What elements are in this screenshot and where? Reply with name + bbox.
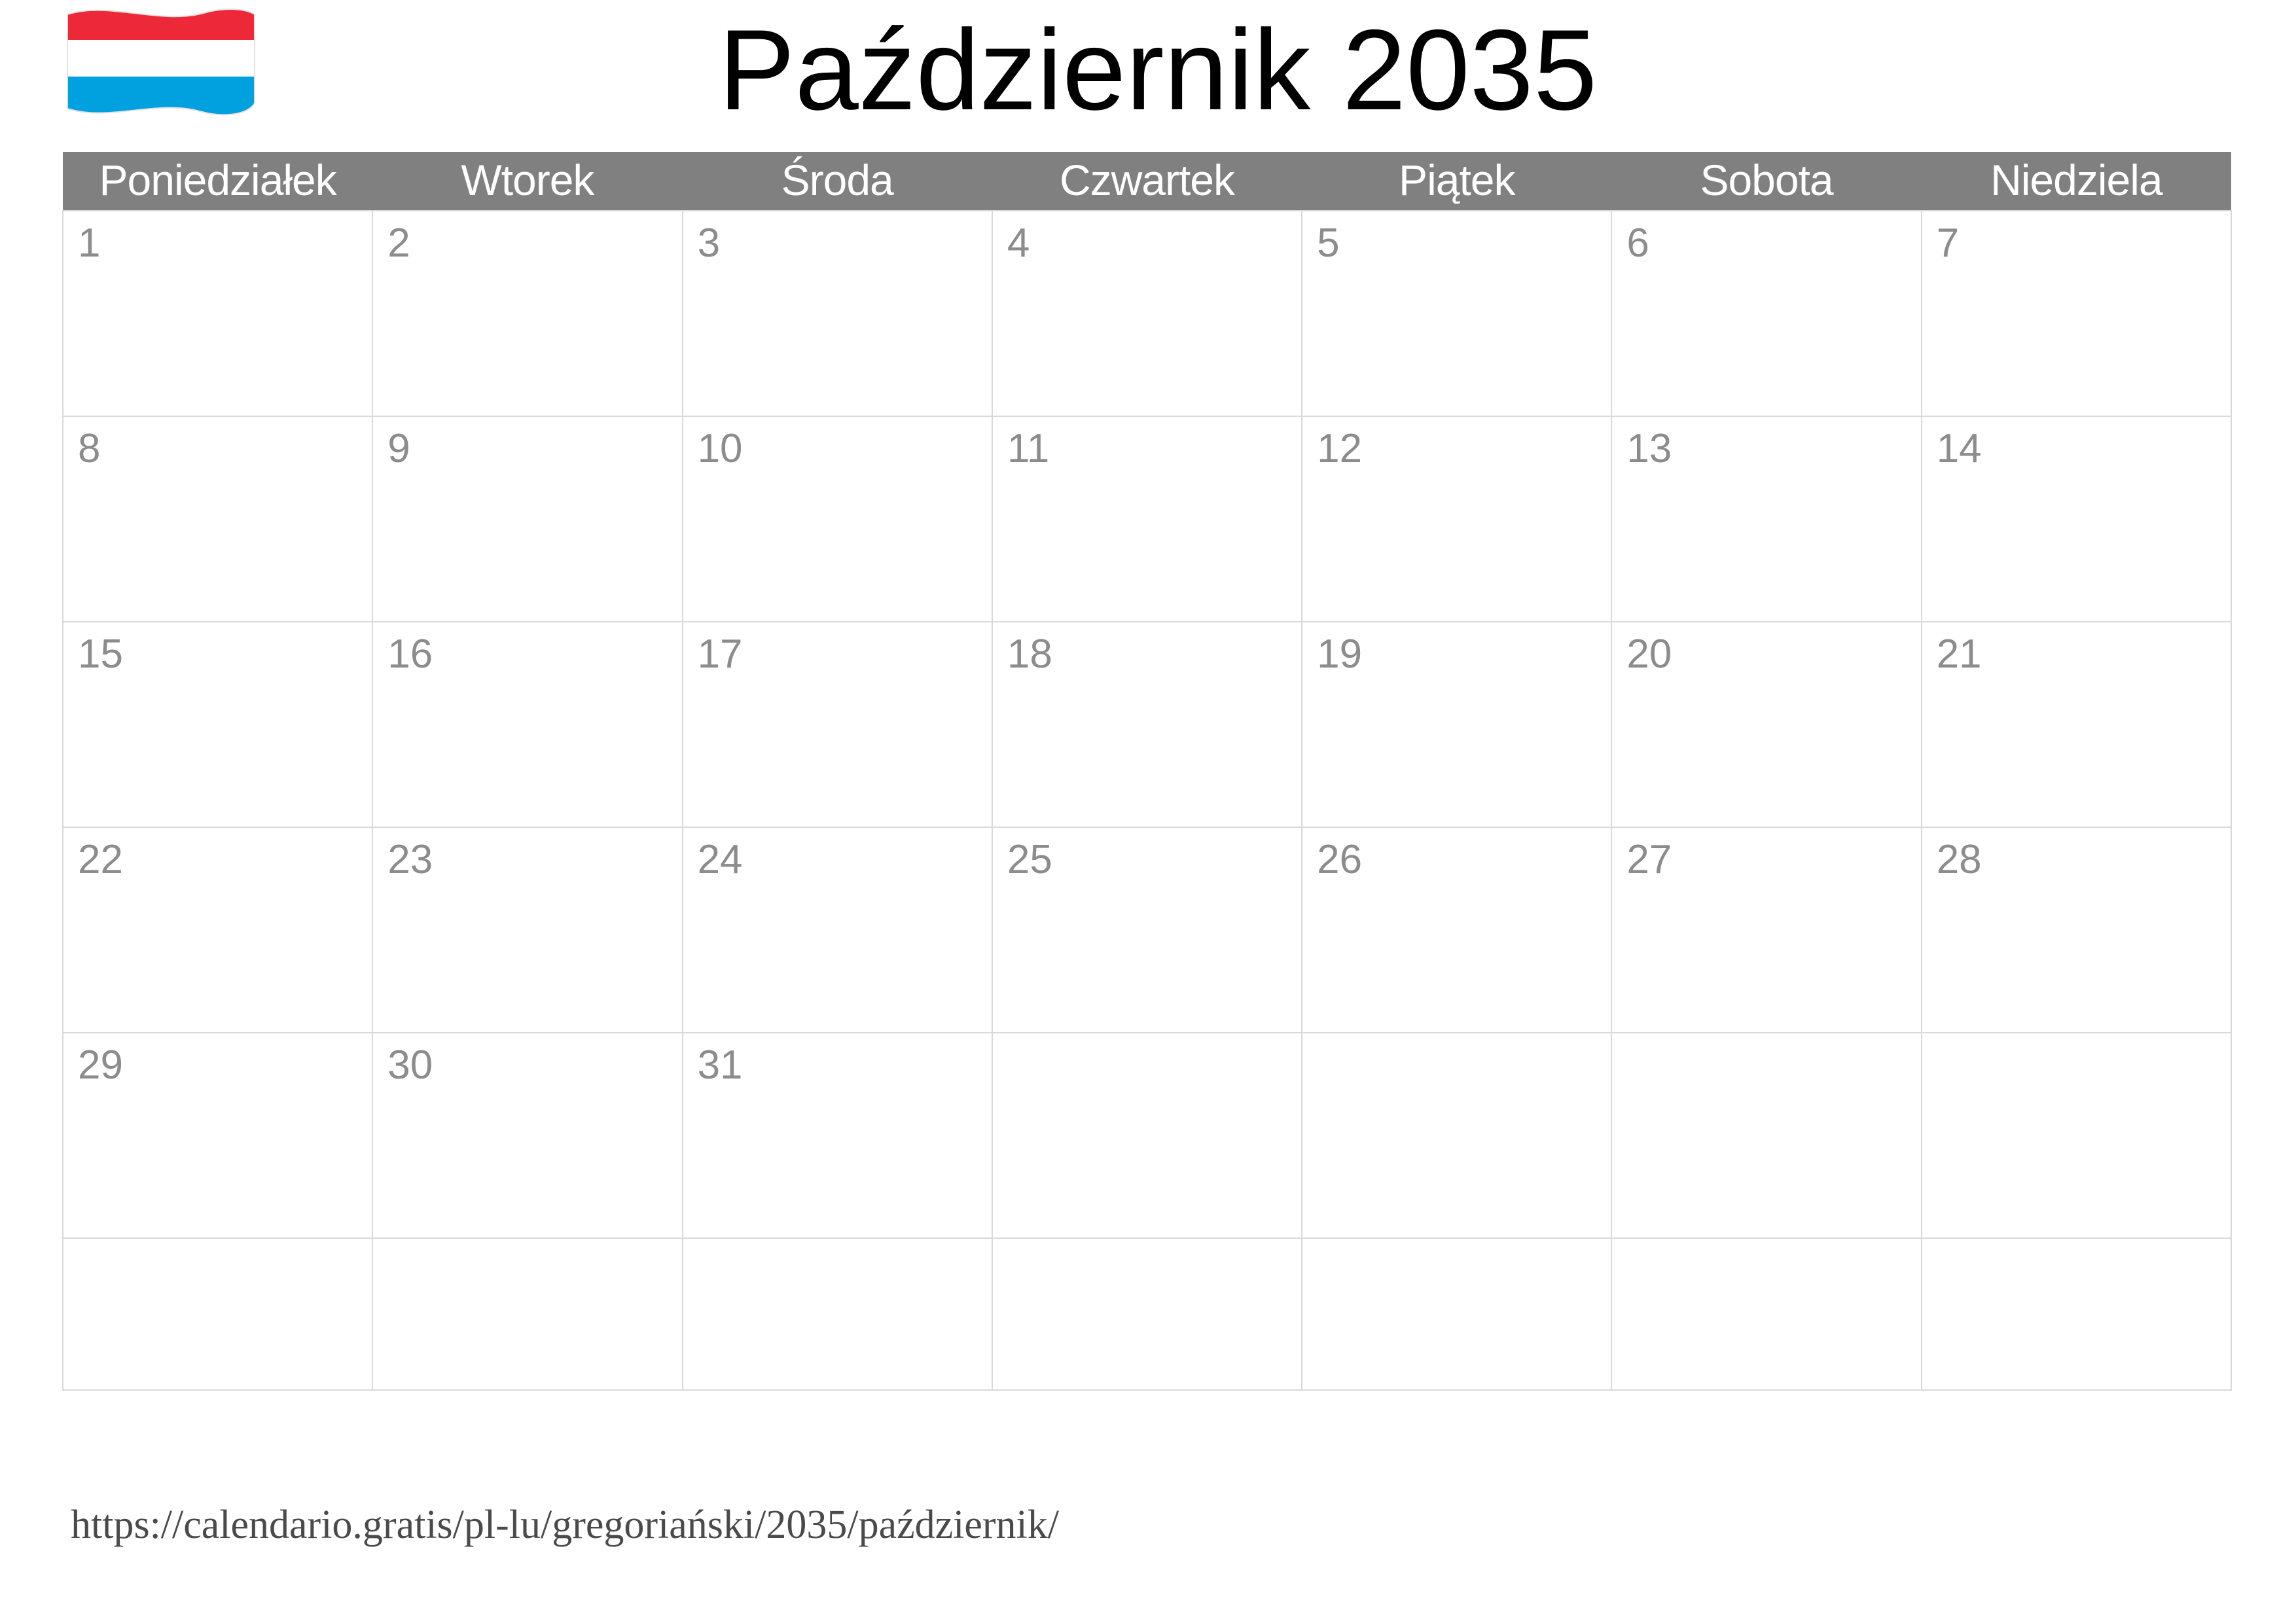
- day-number: 4: [1007, 221, 1030, 266]
- day-cell[interactable]: [372, 416, 682, 622]
- weekday-header-row: [63, 152, 2231, 211]
- day-cell[interactable]: [683, 827, 992, 1033]
- day-cell[interactable]: [683, 211, 992, 416]
- day-number: 30: [387, 1043, 433, 1088]
- day-number: [63, 1239, 372, 1251]
- day-number: 16: [387, 632, 433, 677]
- week-row: [63, 827, 2231, 1033]
- day-number: 26: [1317, 837, 1363, 883]
- week-row: [63, 622, 2231, 827]
- day-cell[interactable]: [683, 1033, 992, 1238]
- day-number: 27: [1626, 837, 1672, 883]
- month-grid: [62, 152, 2232, 1391]
- day-cell[interactable]: [1302, 827, 1611, 1033]
- day-number: 25: [1007, 837, 1052, 883]
- day-cell[interactable]: [63, 211, 372, 416]
- day-cell[interactable]: [1611, 622, 1921, 827]
- day-number: 18: [1007, 632, 1052, 677]
- week-row: [63, 1033, 2231, 1238]
- day-cell[interactable]: [1611, 416, 1921, 622]
- day-number: 10: [697, 426, 743, 472]
- source-url: https://calendario.gratis/pl-lu/gregoriański/2035/październik/: [71, 1503, 1059, 1547]
- day-cell[interactable]: [372, 211, 682, 416]
- day-cell[interactable]: [1302, 416, 1611, 622]
- day-cell[interactable]: [683, 416, 992, 622]
- day-number: [1302, 1239, 1611, 1251]
- day-cell-empty[interactable]: [63, 1238, 372, 1390]
- weekday-header-tuesday: Wtorek: [372, 152, 682, 211]
- day-cell-empty[interactable]: [1611, 1238, 1921, 1390]
- day-number: [373, 1239, 681, 1251]
- day-cell[interactable]: [1302, 622, 1611, 827]
- day-number: 23: [387, 837, 433, 883]
- day-cell[interactable]: [1922, 827, 2231, 1033]
- day-number: [993, 1033, 1301, 1045]
- day-number: [1612, 1033, 1920, 1045]
- day-cell[interactable]: [1922, 622, 2231, 827]
- day-number: 5: [1317, 221, 1340, 266]
- day-number: 13: [1626, 426, 1672, 472]
- day-number: 28: [1936, 837, 1982, 883]
- day-number: [1302, 1033, 1611, 1045]
- day-cell[interactable]: [63, 827, 372, 1033]
- day-number: 8: [78, 426, 101, 472]
- weekday-header-saturday: Sobota: [1611, 152, 1921, 211]
- day-number: 22: [78, 837, 123, 883]
- day-number: [993, 1239, 1301, 1251]
- day-cell[interactable]: [1922, 416, 2231, 622]
- day-cell-empty[interactable]: [683, 1238, 992, 1390]
- day-cell[interactable]: [992, 622, 1302, 827]
- day-cell[interactable]: [372, 827, 682, 1033]
- day-cell-empty[interactable]: [1302, 1033, 1611, 1238]
- day-number: 14: [1936, 426, 1982, 472]
- weekday-header-monday: Poniedziałek: [63, 152, 372, 211]
- day-cell[interactable]: [63, 1033, 372, 1238]
- day-number: 17: [697, 632, 743, 677]
- day-cell[interactable]: [1611, 211, 1921, 416]
- weekday-header-friday: Piątek: [1302, 152, 1611, 211]
- day-cell-empty[interactable]: [1302, 1238, 1611, 1390]
- day-cell[interactable]: [683, 622, 992, 827]
- week-row: [63, 416, 2231, 622]
- day-number: 21: [1936, 632, 1982, 677]
- day-cell-empty[interactable]: [1611, 1033, 1921, 1238]
- day-number: 29: [78, 1043, 123, 1088]
- day-number: 7: [1936, 221, 1960, 266]
- day-cell[interactable]: [1611, 827, 1921, 1033]
- day-number: 6: [1626, 221, 1649, 266]
- day-cell[interactable]: [1922, 211, 2231, 416]
- day-cell[interactable]: [63, 416, 372, 622]
- day-cell-empty[interactable]: [1922, 1238, 2231, 1390]
- day-number: 2: [387, 221, 410, 266]
- day-number: [1922, 1239, 2231, 1251]
- day-cell-empty[interactable]: [372, 1238, 682, 1390]
- day-cell[interactable]: [992, 827, 1302, 1033]
- day-cell[interactable]: [372, 622, 682, 827]
- day-number: 20: [1626, 632, 1672, 677]
- day-cell[interactable]: [992, 211, 1302, 416]
- day-number: 11: [1007, 426, 1050, 472]
- weekday-header-sunday: Niedziela: [1922, 152, 2231, 211]
- week-row-trailing: [63, 1238, 2231, 1390]
- weekday-header-thursday: Czwartek: [992, 152, 1302, 211]
- day-number: 12: [1317, 426, 1363, 472]
- day-number: [1612, 1239, 1920, 1251]
- day-cell-empty[interactable]: [992, 1238, 1302, 1390]
- day-cell-empty[interactable]: [992, 1033, 1302, 1238]
- day-cell[interactable]: [1302, 211, 1611, 416]
- day-cell[interactable]: [63, 622, 372, 827]
- day-number: [1922, 1033, 2231, 1045]
- day-cell-empty[interactable]: [1922, 1033, 2231, 1238]
- day-number: 24: [697, 837, 743, 883]
- day-number: 31: [697, 1043, 743, 1088]
- page-header: [0, 0, 2296, 141]
- day-cell[interactable]: [992, 416, 1302, 622]
- page-title: Październik 2035: [718, 7, 1598, 134]
- weekday-header-wednesday: Środa: [683, 152, 992, 211]
- day-number: [683, 1239, 992, 1251]
- luxembourg-flag-icon: [62, 5, 259, 126]
- day-number: 9: [387, 426, 410, 472]
- day-number: 19: [1317, 632, 1363, 677]
- day-number: 15: [78, 632, 123, 677]
- day-number: 1: [78, 221, 101, 266]
- day-number: 3: [697, 221, 721, 266]
- week-row: [63, 211, 2231, 416]
- day-cell[interactable]: [372, 1033, 682, 1238]
